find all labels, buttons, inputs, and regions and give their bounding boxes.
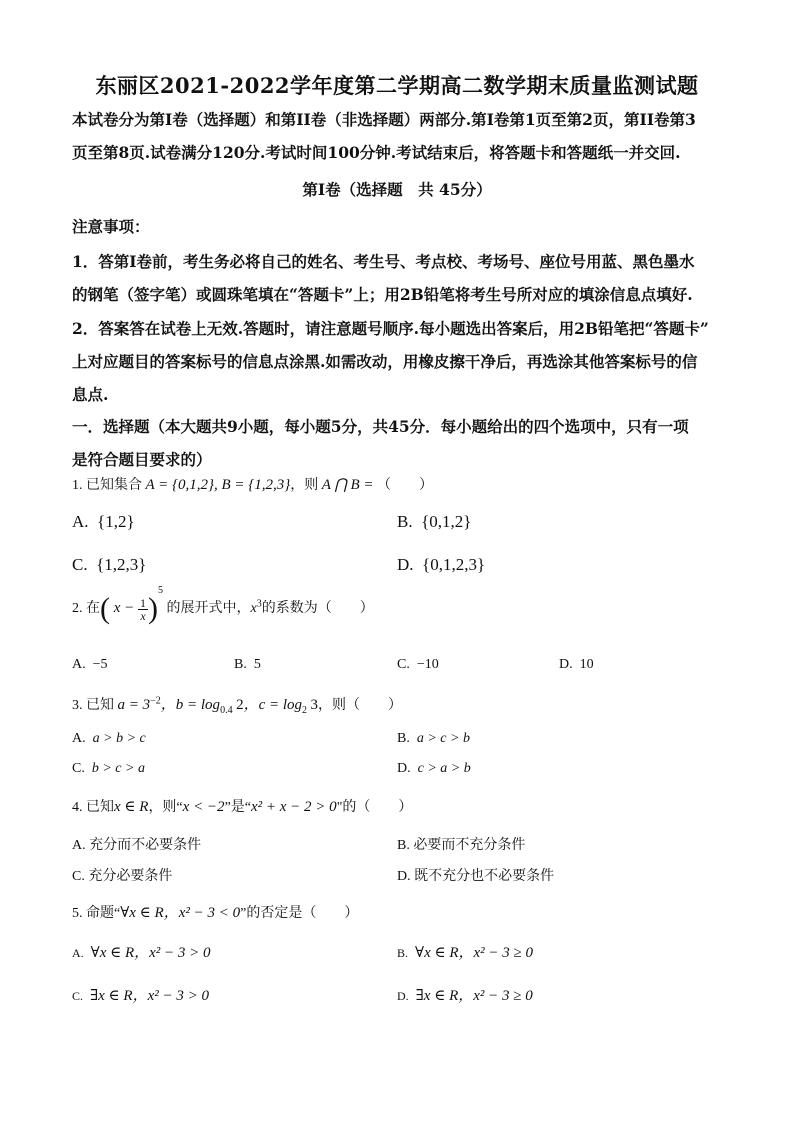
q2-fraction: $\frac{1}{x}$ [140,595,147,623]
q1-suffix: （ ） [377,478,434,493]
note-1-line-1: 1．答第I卷前，考生务必将自己的姓名、考生号、考点校、考场号、座位号用蓝、黑色墨水 [72,252,695,271]
q2-option-b: B. 5 [234,657,261,672]
q5-option-c: C. ∃x ∈ R，x² − 3 > 0 [72,988,209,1004]
q4-option-b: B. 必要而不充分条件 [397,838,526,853]
q1-middle: ，则 [290,478,319,493]
q1-option-c: C. {1,2,3} [72,555,147,574]
q2-prefix: 2. 在 [72,601,100,617]
question-3: 3. 已知 $a = 3^{-2}$，$b = \log_{0.4} 2$，$c = \log_2 3$，则（ ） [72,695,403,716]
question-2: 2. 在( x − $\frac{1}{x}$ )$^5$ 的展开式中，$x^3$的系数为（ ） [72,584,374,625]
q1-option-b: B. {0,1,2} [397,512,472,531]
q5-option-a: A. ∀x ∈ R，x² − 3 > 0 [72,945,211,961]
q5-option-d: D. ∃x ∈ R，x² − 3 ≥ 0 [397,988,533,1004]
q1-sets: A = {0,1,2}, B = {1,2,3} [145,477,291,493]
q2-suffix: 的系数为（ ） [261,601,374,617]
note-2-line-1: 2．答案答在试卷上无效.答题时，请注意题号顺序.每小题选出答案后，用2B铅笔把“答题卡” [72,319,709,338]
q1-prefix: 1. 已知集合 [72,478,142,493]
section-1-line-1: 一．选择题（本大题共9小题，每小题5分，共45分．每小题给出的四个选项中，只有一项 [72,417,689,436]
q2-option-a: A. −5 [72,657,108,672]
note-2-line-3: 息点. [72,385,109,404]
intro-line-1: 本试卷分为第I卷（选择题）和第II卷（非选择题）两部分.第I卷第1页至第2页，第II卷第3 [72,110,696,129]
section-1-line-2: 是符合题目要求的） [72,450,212,469]
q3-option-b: B. a > c > b [397,731,470,746]
q3-option-c: C. b > c > a [72,761,145,776]
q2-middle: 的展开式中， [166,601,251,617]
question-5: 5. 命题“∀x ∈ R，x² − 3 < 0”的否定是（ ） [72,905,359,921]
note-1-line-2: 的钢笔（签字笔）或圆珠笔填在“答题卡”上；用2B铅笔将考生号所对应的填涂信息点填好. [72,285,693,304]
page-title: 东丽区2021-2022学年度第二学期高二数学期末质量监测试题 [95,73,699,98]
q1-option-a: A. {1,2} [72,512,135,531]
q2-option-c: C. −10 [397,657,439,672]
q4-option-a: A. 充分而不必要条件 [72,838,202,853]
q3-option-d: D. c > a > b [397,761,471,776]
q4-option-c: C. 充分必要条件 [72,869,173,884]
q5-option-b: B. ∀x ∈ R，x² − 3 ≥ 0 [397,945,534,961]
q4-option-d: D. 既不充分也不必要条件 [397,869,555,884]
question-4: 4. 已知x ∈ R，则“x < −2”是“x² + x − 2 > 0"的（ ） [72,799,413,815]
question-1 [72,474,433,494]
q2-option-d: D. 10 [559,657,594,672]
intro-line-2: 页至第8页.试卷满分120分.考试时间100分钟.考试结束后，将答题卡和答题纸一并交回. [72,143,681,162]
q1-option-d: D. {0,1,2,3} [397,555,486,574]
notes-heading: 注意事项： [72,217,150,236]
q3-option-a: A. a > b > c [72,731,146,746]
part1-heading: 第I卷（选择题 共 45分） [302,180,492,199]
note-2-line-2: 上对应题目的答案标号的信息点涂黑.如需改动，用橡皮擦干净后，再选涂其他答案标号的信 [72,352,698,371]
q1-expr: A ⋂ B = [321,477,374,493]
